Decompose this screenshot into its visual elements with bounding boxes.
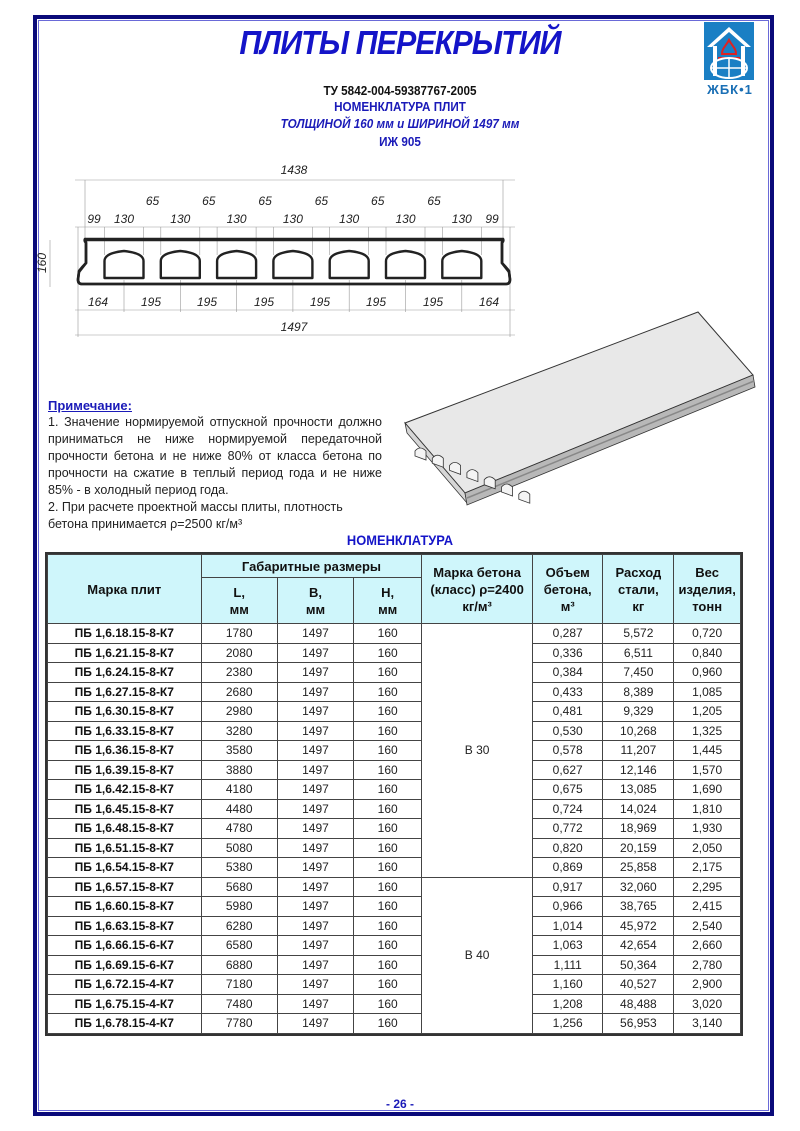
table-row bbox=[48, 916, 741, 936]
dim-bottom: 164 bbox=[87, 295, 109, 309]
dim-top: 130 bbox=[226, 212, 247, 226]
cell-L: 2980 bbox=[201, 702, 277, 722]
table-row bbox=[48, 994, 741, 1014]
cell-H: 160 bbox=[354, 643, 422, 663]
cell-L: 5380 bbox=[201, 858, 277, 878]
cell-L: 4180 bbox=[201, 780, 277, 800]
cell-L: 5680 bbox=[201, 877, 277, 897]
cell-mark: ПБ 1,6.24.15-8-К7 bbox=[48, 663, 202, 683]
cell-L: 7180 bbox=[201, 975, 277, 995]
cell-B: 1497 bbox=[277, 643, 353, 663]
cell-weight: 2,050 bbox=[674, 838, 741, 858]
table-row bbox=[48, 663, 741, 683]
cell-H: 160 bbox=[354, 741, 422, 761]
header-nomenclature: НОМЕНКЛАТУРА ПЛИТ bbox=[334, 99, 466, 114]
table-row bbox=[48, 838, 741, 858]
cell-weight: 0,840 bbox=[674, 643, 741, 663]
page-number bbox=[0, 1097, 800, 1111]
dim-bottom: 164 bbox=[478, 295, 500, 309]
dim-top: 130 bbox=[395, 212, 416, 226]
cell-steel: 50,364 bbox=[603, 955, 674, 975]
cell-mark: ПБ 1,6.21.15-8-К7 bbox=[48, 643, 202, 663]
header-steel: Расход стали, кг bbox=[603, 555, 674, 624]
cell-L: 3280 bbox=[201, 721, 277, 741]
page-title: ПЛИТЫ ПЕРЕКРЫТИЙ bbox=[239, 24, 561, 61]
dim-bottom: 195 bbox=[140, 295, 162, 309]
table-title: НОМЕНКЛАТУРА bbox=[346, 532, 454, 548]
cell-steel: 20,159 bbox=[603, 838, 674, 858]
cell-steel: 40,527 bbox=[603, 975, 674, 995]
cell-weight: 3,140 bbox=[674, 1014, 741, 1034]
cell-steel: 18,969 bbox=[603, 819, 674, 839]
cell-L: 5980 bbox=[201, 897, 277, 917]
dim-top: 130 bbox=[451, 212, 472, 226]
cell-mark: ПБ 1,6.51.15-8-К7 bbox=[48, 838, 202, 858]
table-row bbox=[48, 955, 741, 975]
dim-gap: 65 bbox=[371, 194, 385, 208]
header-L: L, мм bbox=[201, 578, 277, 624]
cell-steel: 5,572 bbox=[603, 624, 674, 644]
cell-steel: 32,060 bbox=[603, 877, 674, 897]
cell-B: 1497 bbox=[277, 721, 353, 741]
table-row bbox=[48, 819, 741, 839]
cell-L: 4480 bbox=[201, 799, 277, 819]
slab-isometric-view bbox=[395, 295, 765, 515]
cell-volume: 0,675 bbox=[532, 780, 603, 800]
cell-mark: ПБ 1,6.36.15-8-К7 bbox=[48, 741, 202, 761]
table-row bbox=[48, 721, 741, 741]
iso-hollow bbox=[519, 491, 530, 503]
cell-H: 160 bbox=[354, 760, 422, 780]
cell-volume: 0,724 bbox=[532, 799, 603, 819]
cell-H: 160 bbox=[354, 799, 422, 819]
table-row bbox=[48, 897, 741, 917]
cell-steel: 45,972 bbox=[603, 916, 674, 936]
cell-B: 1497 bbox=[277, 858, 353, 878]
hollow-core bbox=[217, 251, 256, 278]
cell-H: 160 bbox=[354, 624, 422, 644]
cell-volume: 0,578 bbox=[532, 741, 603, 761]
cell-mark: ПБ 1,6.42.15-8-К7 bbox=[48, 780, 202, 800]
hollow-core bbox=[161, 251, 200, 278]
dim-gap: 65 bbox=[427, 194, 441, 208]
cell-B: 1497 bbox=[277, 975, 353, 995]
cell-B: 1497 bbox=[277, 838, 353, 858]
cell-B: 1497 bbox=[277, 682, 353, 702]
nomenclature-table bbox=[47, 554, 741, 1034]
cell-steel: 48,488 bbox=[603, 994, 674, 1014]
cell-L: 2080 bbox=[201, 643, 277, 663]
cell-weight: 3,020 bbox=[674, 994, 741, 1014]
cell-weight: 2,415 bbox=[674, 897, 741, 917]
cell-steel: 42,654 bbox=[603, 936, 674, 956]
cell-B: 1497 bbox=[277, 936, 353, 956]
cell-concrete-class: В 40 bbox=[422, 877, 533, 1033]
cell-mark: ПБ 1,6.60.15-8-К7 bbox=[48, 897, 202, 917]
logo-text: ЖБК•1 bbox=[707, 82, 753, 97]
cell-volume: 0,966 bbox=[532, 897, 603, 917]
cell-L: 3880 bbox=[201, 760, 277, 780]
cell-B: 1497 bbox=[277, 994, 353, 1014]
cell-volume: 1,111 bbox=[532, 955, 603, 975]
header-H: H, мм bbox=[354, 578, 422, 624]
table-row bbox=[48, 936, 741, 956]
cell-steel: 56,953 bbox=[603, 1014, 674, 1034]
cell-mark: ПБ 1,6.69.15-6-К7 bbox=[48, 955, 202, 975]
dim-bottom: 195 bbox=[422, 295, 444, 309]
table-row bbox=[48, 799, 741, 819]
cell-L: 7780 bbox=[201, 1014, 277, 1034]
cell-B: 1497 bbox=[277, 702, 353, 722]
cell-steel: 14,024 bbox=[603, 799, 674, 819]
cell-mark: ПБ 1,6.30.15-8-К7 bbox=[48, 702, 202, 722]
cell-mark: ПБ 1,6.27.15-8-К7 bbox=[48, 682, 202, 702]
table-row bbox=[48, 741, 741, 761]
cell-H: 160 bbox=[354, 994, 422, 1014]
cell-mark: ПБ 1,6.78.15-4-К7 bbox=[48, 1014, 202, 1034]
cell-steel: 9,329 bbox=[603, 702, 674, 722]
cell-steel: 8,389 bbox=[603, 682, 674, 702]
table-row bbox=[48, 682, 741, 702]
cell-mark: ПБ 1,6.54.15-8-К7 bbox=[48, 858, 202, 878]
table-row bbox=[48, 702, 741, 722]
iso-hollow bbox=[502, 484, 513, 496]
hollow-core bbox=[105, 251, 144, 278]
dim-height: 160 bbox=[35, 252, 49, 274]
cell-volume: 0,287 bbox=[532, 624, 603, 644]
cell-L: 2380 bbox=[201, 663, 277, 683]
cell-volume: 0,869 bbox=[532, 858, 603, 878]
house-church-globe-logo-icon bbox=[704, 22, 754, 80]
note-item-1: 1. Значение нормируемой отпускной прочности должно приниматься не ниже нормируемой передаточной прочности бетона и не ниже 80% от класса бетона по прочности на сжатие в теплый период года и не ниже 85% - в холодный период года. bbox=[48, 415, 382, 497]
cell-B: 1497 bbox=[277, 780, 353, 800]
table-row bbox=[48, 877, 741, 897]
cell-H: 160 bbox=[354, 936, 422, 956]
cell-volume: 0,530 bbox=[532, 721, 603, 741]
cell-steel: 10,268 bbox=[603, 721, 674, 741]
cell-volume: 0,336 bbox=[532, 643, 603, 663]
dim-top: 99 bbox=[87, 212, 101, 226]
header-dimensions: ТОЛЩИНОЙ 160 мм и ШИРИНОЙ 1497 мм bbox=[280, 116, 520, 131]
dim-top: 130 bbox=[282, 212, 303, 226]
dim-gap: 65 bbox=[258, 194, 272, 208]
cell-steel: 13,085 bbox=[603, 780, 674, 800]
cell-weight: 1,570 bbox=[674, 760, 741, 780]
cell-H: 160 bbox=[354, 897, 422, 917]
cell-B: 1497 bbox=[277, 1014, 353, 1034]
table-row bbox=[48, 858, 741, 878]
cell-weight: 1,325 bbox=[674, 721, 741, 741]
cell-mark: ПБ 1,6.57.15-8-К7 bbox=[48, 877, 202, 897]
cell-weight: 2,900 bbox=[674, 975, 741, 995]
cell-mark: ПБ 1,6.18.15-8-К7 bbox=[48, 624, 202, 644]
iso-hollow bbox=[415, 448, 426, 460]
cell-H: 160 bbox=[354, 955, 422, 975]
cell-steel: 7,450 bbox=[603, 663, 674, 683]
cell-B: 1497 bbox=[277, 663, 353, 683]
cell-weight: 0,720 bbox=[674, 624, 741, 644]
cell-weight: 1,445 bbox=[674, 741, 741, 761]
cell-H: 160 bbox=[354, 877, 422, 897]
cell-L: 7480 bbox=[201, 994, 277, 1014]
dim-top: 130 bbox=[339, 212, 360, 226]
cell-L: 4780 bbox=[201, 819, 277, 839]
dim-overall-bottom: 1497 bbox=[280, 320, 308, 334]
cell-volume: 0,627 bbox=[532, 760, 603, 780]
cell-B: 1497 bbox=[277, 877, 353, 897]
cell-L: 5080 bbox=[201, 838, 277, 858]
cell-H: 160 bbox=[354, 682, 422, 702]
cell-steel: 25,858 bbox=[603, 858, 674, 878]
cell-H: 160 bbox=[354, 702, 422, 722]
note-item-2: 2. При расчете проектной массы плиты, плотность бетона принимается ρ=2500 кг/м³ bbox=[48, 500, 343, 531]
cell-L: 6880 bbox=[201, 955, 277, 975]
cell-H: 160 bbox=[354, 663, 422, 683]
table-row bbox=[48, 624, 741, 644]
cell-B: 1497 bbox=[277, 955, 353, 975]
cell-steel: 12,146 bbox=[603, 760, 674, 780]
cell-volume: 0,917 bbox=[532, 877, 603, 897]
table-row bbox=[48, 643, 741, 663]
cell-B: 1497 bbox=[277, 741, 353, 761]
header-series: ИЖ 905 bbox=[379, 134, 421, 149]
table-row bbox=[48, 1014, 741, 1034]
cell-weight: 0,960 bbox=[674, 663, 741, 683]
hollow-core bbox=[442, 251, 481, 278]
cell-volume: 0,481 bbox=[532, 702, 603, 722]
cell-B: 1497 bbox=[277, 916, 353, 936]
cell-concrete-class: В 30 bbox=[422, 624, 533, 878]
header-concrete: Марка бетона (класс) ρ=2400 кг/м³ bbox=[422, 555, 533, 624]
cell-mark: ПБ 1,6.72.15-4-К7 bbox=[48, 975, 202, 995]
cell-mark: ПБ 1,6.39.15-8-К7 bbox=[48, 760, 202, 780]
note-block bbox=[48, 397, 382, 533]
cell-B: 1497 bbox=[277, 897, 353, 917]
cell-mark: ПБ 1,6.33.15-8-К7 bbox=[48, 721, 202, 741]
header-mark: Марка плит bbox=[48, 555, 202, 624]
cell-B: 1497 bbox=[277, 799, 353, 819]
cell-H: 160 bbox=[354, 1014, 422, 1034]
dim-gap: 65 bbox=[202, 194, 216, 208]
header-weight: Вес изделия, тонн bbox=[674, 555, 741, 624]
dim-top: 130 bbox=[113, 212, 135, 226]
hollow-core bbox=[273, 251, 312, 278]
cell-volume: 1,256 bbox=[532, 1014, 603, 1034]
cell-L: 6280 bbox=[201, 916, 277, 936]
cell-H: 160 bbox=[354, 975, 422, 995]
cell-weight: 2,175 bbox=[674, 858, 741, 878]
cell-mark: ПБ 1,6.63.15-8-К7 bbox=[48, 916, 202, 936]
hollow-core bbox=[330, 251, 369, 278]
cell-weight: 1,205 bbox=[674, 702, 741, 722]
cell-H: 160 bbox=[354, 916, 422, 936]
table-row bbox=[48, 760, 741, 780]
cell-steel: 11,207 bbox=[603, 741, 674, 761]
cell-H: 160 bbox=[354, 858, 422, 878]
dim-top: 99 bbox=[485, 212, 499, 226]
iso-hollow bbox=[432, 455, 443, 467]
tu-number: ТУ 5842-004-59387767-2005 bbox=[323, 83, 477, 98]
cell-weight: 1,810 bbox=[674, 799, 741, 819]
cell-H: 160 bbox=[354, 819, 422, 839]
page-number-text: - 26 - bbox=[385, 1097, 414, 1111]
table-row bbox=[48, 780, 741, 800]
cell-L: 2680 bbox=[201, 682, 277, 702]
cell-L: 6580 bbox=[201, 936, 277, 956]
cell-B: 1497 bbox=[277, 760, 353, 780]
cell-volume: 0,820 bbox=[532, 838, 603, 858]
dim-gap: 65 bbox=[145, 194, 160, 208]
header-B: B, мм bbox=[277, 578, 353, 624]
cell-weight: 1,930 bbox=[674, 819, 741, 839]
header-volume: Объем бетона, м³ bbox=[532, 555, 603, 624]
cell-mark: ПБ 1,6.45.15-8-К7 bbox=[48, 799, 202, 819]
cell-steel: 38,765 bbox=[603, 897, 674, 917]
note-title: Примечание: bbox=[48, 398, 132, 413]
cell-H: 160 bbox=[354, 780, 422, 800]
cell-weight: 2,295 bbox=[674, 877, 741, 897]
cell-mark: ПБ 1,6.75.15-4-К7 bbox=[48, 994, 202, 1014]
cell-weight: 1,085 bbox=[674, 682, 741, 702]
cell-L: 1780 bbox=[201, 624, 277, 644]
dim-overall-top: 1438 bbox=[280, 163, 308, 177]
table-row bbox=[48, 975, 741, 995]
cell-L: 3580 bbox=[201, 741, 277, 761]
cell-volume: 0,433 bbox=[532, 682, 603, 702]
cell-steel: 6,511 bbox=[603, 643, 674, 663]
cell-mark: ПБ 1,6.66.15-6-К7 bbox=[48, 936, 202, 956]
dim-bottom: 195 bbox=[309, 295, 331, 309]
cell-volume: 0,772 bbox=[532, 819, 603, 839]
cell-mark: ПБ 1,6.48.15-8-К7 bbox=[48, 819, 202, 839]
cell-volume: 0,384 bbox=[532, 663, 603, 683]
dim-bottom: 195 bbox=[253, 295, 275, 309]
cell-weight: 2,540 bbox=[674, 916, 741, 936]
cell-weight: 1,690 bbox=[674, 780, 741, 800]
cell-volume: 1,160 bbox=[532, 975, 603, 995]
cell-H: 160 bbox=[354, 838, 422, 858]
cell-volume: 1,063 bbox=[532, 936, 603, 956]
dim-gap: 65 bbox=[314, 194, 329, 208]
cell-H: 160 bbox=[354, 721, 422, 741]
header-dims-group: Габаритные размеры bbox=[201, 555, 422, 578]
dim-top: 130 bbox=[170, 212, 191, 226]
cell-weight: 2,660 bbox=[674, 936, 741, 956]
cell-B: 1497 bbox=[277, 624, 353, 644]
hollow-core bbox=[386, 251, 425, 278]
cell-B: 1497 bbox=[277, 819, 353, 839]
cell-weight: 2,780 bbox=[674, 955, 741, 975]
cell-volume: 1,208 bbox=[532, 994, 603, 1014]
dim-bottom: 195 bbox=[196, 295, 218, 309]
cell-volume: 1,014 bbox=[532, 916, 603, 936]
dim-bottom: 195 bbox=[365, 295, 387, 309]
